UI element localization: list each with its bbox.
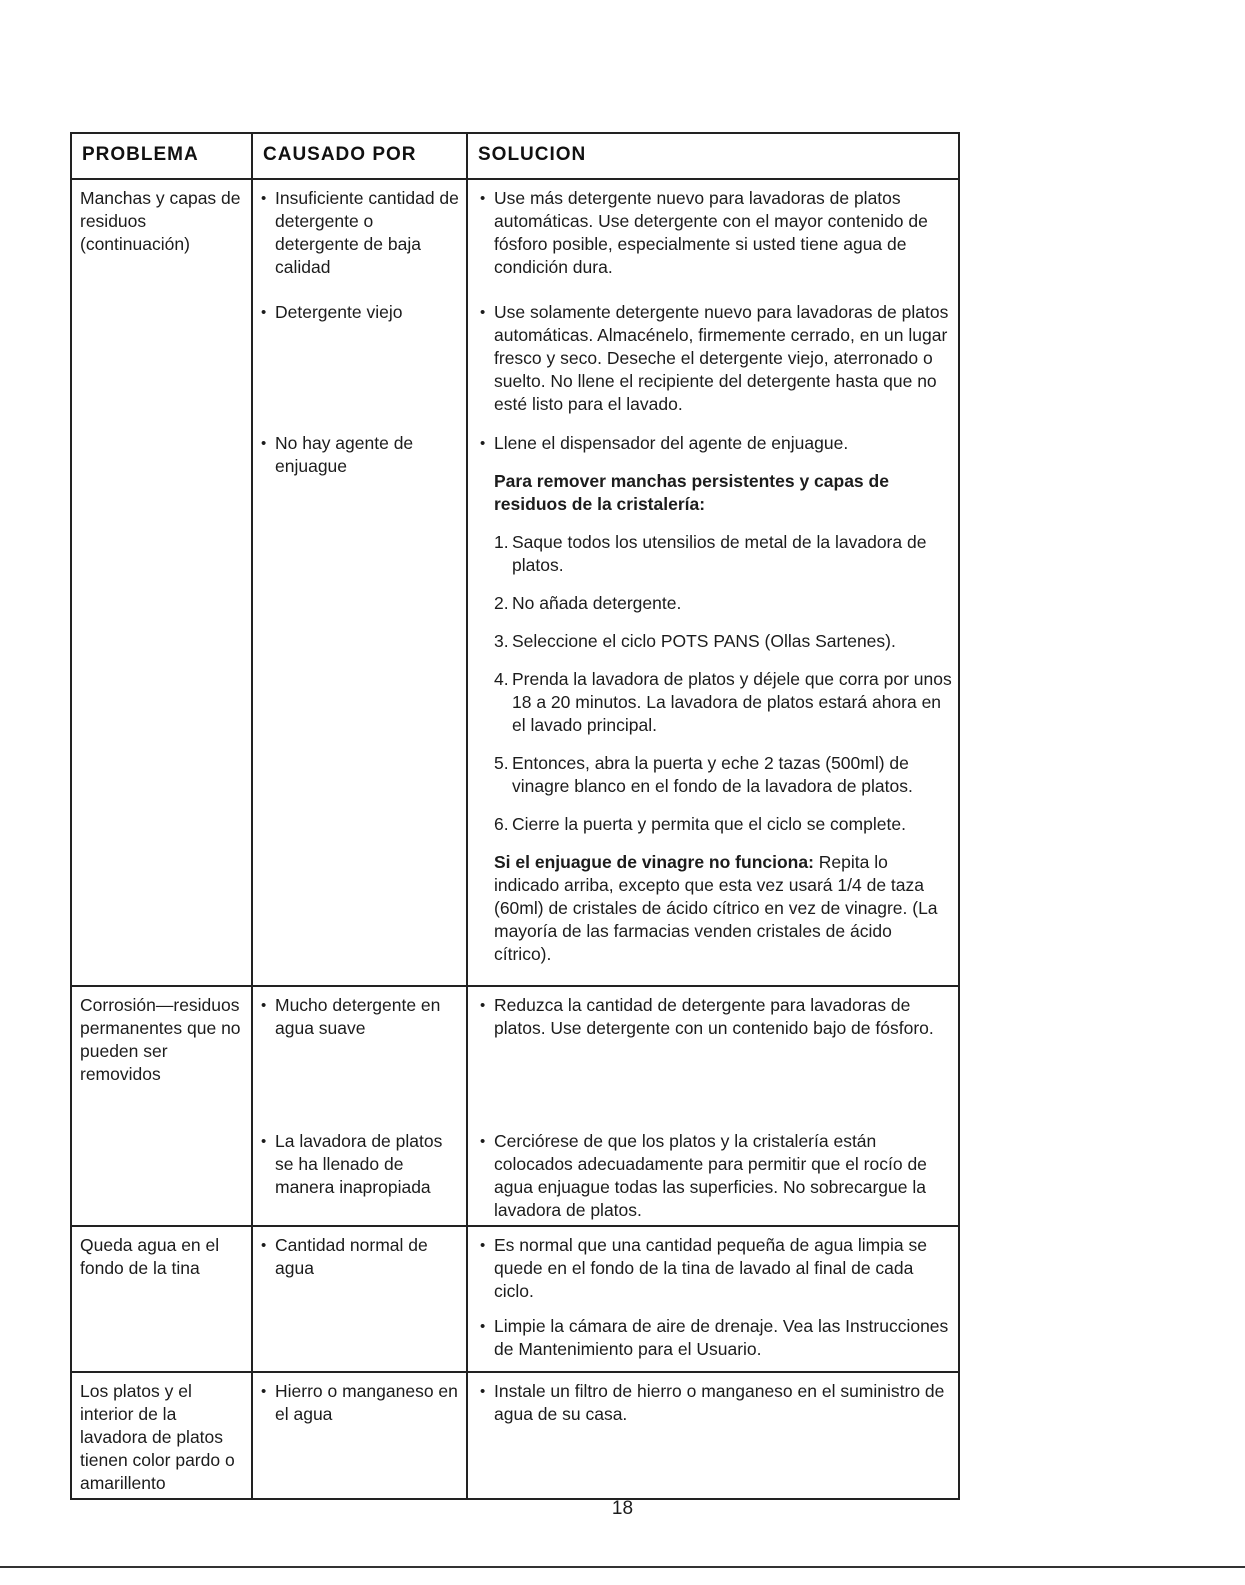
solution-item: • Cerciórese de que los platos y la cristalería están colocados adecuadamente para permitir que el rocío de agua enjuague todas las superficies. No sobrecargue la lavadora de platos. — [476, 1130, 952, 1222]
list-item — [476, 668, 952, 737]
cause-cell — [253, 1227, 468, 1371]
page-number: 18 — [611, 1498, 634, 1519]
header-causado-por: CAUSADO POR — [253, 134, 468, 178]
table-row — [72, 987, 958, 1227]
list-item — [476, 592, 952, 615]
table-row — [72, 1227, 958, 1373]
problem-cell — [72, 1227, 253, 1371]
step-text: Cierre la puerta y permita que el ciclo se complete. — [512, 814, 906, 834]
vinegar-note-text: Repita lo indicado arriba, excepto que esta vez usará 1/4 de taza (60ml) de cristales de ácido cítrico en vez de vinagre. (La mayoría de las farmacias venden cristales de ácido cítrico). — [494, 852, 938, 964]
header-problema: PROBLEMA — [72, 134, 253, 178]
problem-text: Corrosión—residuos permanentes que no pueden ser removidos — [80, 995, 241, 1084]
table-row — [72, 180, 958, 987]
steps-list — [476, 531, 952, 836]
step-number: 4. — [494, 669, 509, 689]
cause-item: • Mucho detergente en agua suave — [261, 994, 460, 1118]
header-solucion: SOLUCION — [478, 144, 587, 165]
vinegar-note-heading: Si el enjuague de vinagre no funciona: — [494, 852, 814, 872]
step-number: 2. — [494, 593, 509, 613]
table-header — [72, 134, 958, 180]
cause-item: • Cantidad normal de agua — [261, 1234, 460, 1280]
problem-text: Queda agua en el fondo de la tina — [80, 1235, 220, 1278]
cause-cell — [253, 1373, 468, 1500]
step-text: Prenda la lavadora de platos y déjele que corra por unos 18 a 20 minutos. La lavadora de platos estará ahora en el lavado principal. — [512, 669, 952, 735]
step-number: 6. — [494, 814, 509, 834]
problem-cell — [72, 1373, 253, 1500]
step-number: 3. — [494, 631, 509, 651]
solution-cell — [468, 180, 958, 985]
cause-item: • Hierro o manganeso en el agua — [261, 1380, 460, 1426]
bottom-divider — [0, 1566, 1245, 1568]
problem-text: Los platos y el interior de la lavadora de platos tienen color pardo o amarillento — [80, 1381, 235, 1493]
table-row — [72, 1373, 958, 1500]
list-item — [476, 813, 952, 836]
vinegar-note — [476, 851, 952, 966]
cause-item: • Detergente viejo — [261, 301, 460, 419]
step-text: Entonces, abra la puerta y eche 2 tazas (500ml) de vinagre blanco en el fondo de la lavadora de platos. — [512, 753, 913, 796]
cause-cell — [253, 987, 468, 1225]
solution-item: • Use solamente detergente nuevo para lavadoras de platos automáticas. Almacénelo, firmemente cerrado, en un lugar fresco y seco. Deseche el detergente viejo, aterronado o suelto. No llene el recipiente del detergente hasta que no esté listo para el lavado. — [476, 301, 952, 419]
solution-item: • Reduzca la cantidad de detergente para lavadoras de platos. Use detergente con un contenido bajo de fósforo. — [476, 994, 952, 1118]
step-text: Saque todos los utensilios de metal de la lavadora de platos. — [512, 532, 927, 575]
solution-item: • Limpie la cámara de aire de drenaje. Vea las Instrucciones de Mantenimiento para el Usuario. — [476, 1315, 952, 1361]
step-number: 1. — [494, 532, 509, 552]
cause-cell — [253, 180, 468, 985]
solution-cell — [468, 987, 958, 1225]
solution-cell — [468, 1373, 958, 1500]
cause-item: • La lavadora de platos se ha llenado de manera inapropiada — [261, 1130, 460, 1199]
list-item — [476, 752, 952, 798]
problem-text: Manchas y capas de residuos (continuación) — [80, 188, 241, 254]
solution-cell — [468, 1227, 958, 1371]
troubleshooting-table — [70, 132, 960, 1500]
sub-heading: Para remover manchas persistentes y capas de residuos de la cristalería: — [494, 471, 889, 514]
solution-item: • Use más detergente nuevo para lavadoras de platos automáticas. Use detergente con el mayor contenido de fósforo posible, especialmente si usted tiene agua de condición dura. — [476, 187, 952, 288]
problem-cell — [72, 180, 253, 985]
step-text: Seleccione el ciclo POTS PANS (Ollas Sartenes). — [512, 631, 896, 651]
step-text: No añada detergente. — [512, 593, 682, 613]
solution-item: • Es normal que una cantidad pequeña de agua limpia se quede en el fondo de la tina de lavado al final de cada ciclo. — [476, 1234, 952, 1303]
problem-cell — [72, 987, 253, 1225]
cause-item: • Insuficiente cantidad de detergente o detergente de baja calidad — [261, 187, 460, 288]
solution-item: • Llene el dispensador del agente de enjuague. — [476, 432, 952, 455]
solution-item: • Instale un filtro de hierro o manganeso en el suministro de agua de su casa. — [476, 1380, 952, 1426]
list-item — [476, 630, 952, 653]
cause-item: • No hay agente de enjuague — [261, 432, 460, 478]
list-item — [476, 531, 952, 577]
step-number: 5. — [494, 753, 509, 773]
